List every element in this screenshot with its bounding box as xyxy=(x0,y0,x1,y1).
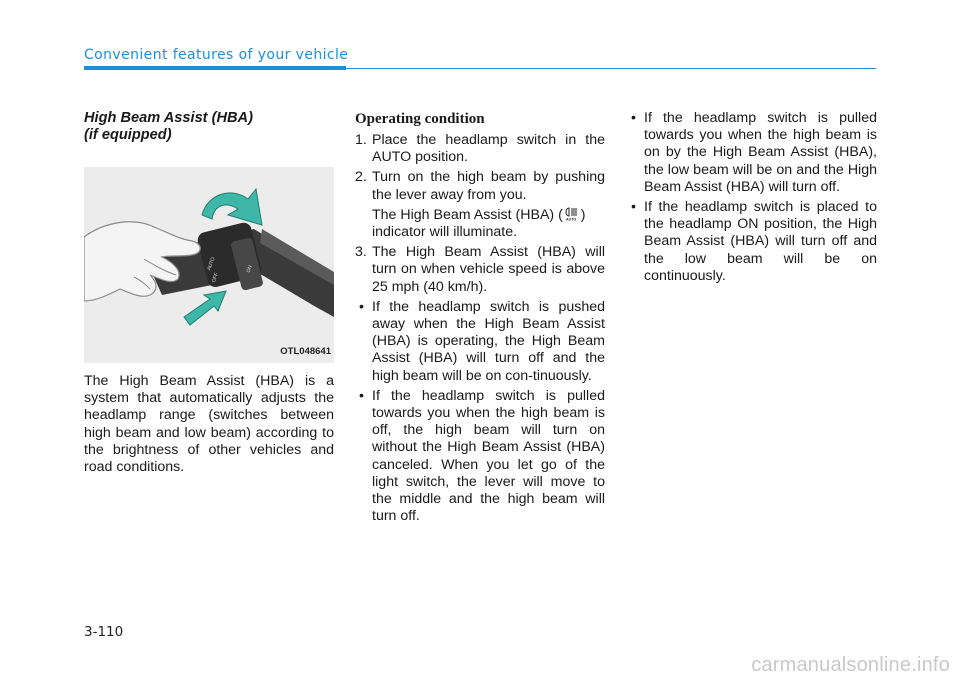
switch-label-auto: AUTO xyxy=(206,256,217,272)
figure-code: OTL048641 xyxy=(280,345,331,357)
switch-label-on: ON xyxy=(245,264,254,274)
header-rule-thin xyxy=(346,68,876,69)
step-3-number: 3. xyxy=(355,244,367,261)
list-item: • If the headlamp switch is placed to the headlamp ON position, the High Beam Assist (HBA) will turn off and the low beam will be on continuously. xyxy=(627,199,877,285)
middle-column xyxy=(355,110,605,528)
page-number: 3-110 xyxy=(84,624,124,640)
header-title: Convenient features of your vehicle xyxy=(84,47,349,63)
step-2-number: 2. xyxy=(355,169,367,186)
headlamp-lever-illustration xyxy=(84,167,334,363)
switch-label-off: OFF xyxy=(210,271,220,284)
section-heading xyxy=(84,110,334,144)
right-bullets xyxy=(627,110,877,285)
left-column xyxy=(84,110,334,476)
lever-drawing xyxy=(84,167,334,363)
step-2-note-after: ) indicator will illuminate. xyxy=(372,206,586,241)
section-heading-line2: (if equipped) xyxy=(84,127,172,143)
list-item: • If the headlamp switch is pushed away when the High Beam Assist (HBA) is operating, the High Beam Assist (HBA) will turn off and the high beam will be on con-tinuously. xyxy=(355,299,605,385)
step-3-bullets xyxy=(355,299,605,526)
list-item: • If the headlamp switch is pulled towards you when the high beam is on by the High Beam Assist (HBA), the low beam will be on and the High Beam Assist (HBA) will turn off. xyxy=(627,110,877,196)
hba-description: The High Beam Assist (HBA) is a system that automatically adjusts the headlamp range (switches between high beam and low beam) according to the brightness of other vehicles and road conditions. xyxy=(84,373,334,476)
step-3 xyxy=(355,244,605,296)
step-1-text: Place the headlamp switch in the AUTO position. xyxy=(372,132,605,166)
step-2 xyxy=(355,169,605,203)
list-item: • If the headlamp switch is pulled towards you when the high beam is off, the high beam will turn on without the High Beam Assist (HBA) canceled. When you let go of the light switch, the lever will move to the middle and the high beam will turn off. xyxy=(355,388,605,526)
step-2-text: Turn on the high beam by pushing the lever away from you. xyxy=(372,169,605,203)
hba-icon-label: AUTO xyxy=(565,217,576,221)
step-3-text: The High Beam Assist (HBA) will turn on when vehicle speed is above 25 mph (40 km/h). xyxy=(372,244,605,295)
operating-condition-heading: Operating condition xyxy=(355,111,485,127)
header-rule-thick xyxy=(84,66,346,70)
step-2-note-before: The High Beam Assist (HBA) ( xyxy=(372,206,563,223)
watermark: carmanualsonline.info xyxy=(751,654,950,676)
step-1-number: 1. xyxy=(355,132,367,148)
right-column xyxy=(627,110,877,288)
step-2-note xyxy=(355,207,605,241)
step-1 xyxy=(355,132,605,166)
section-heading-line1: High Beam Assist (HBA) xyxy=(84,110,253,126)
hba-indicator-icon xyxy=(564,207,580,221)
